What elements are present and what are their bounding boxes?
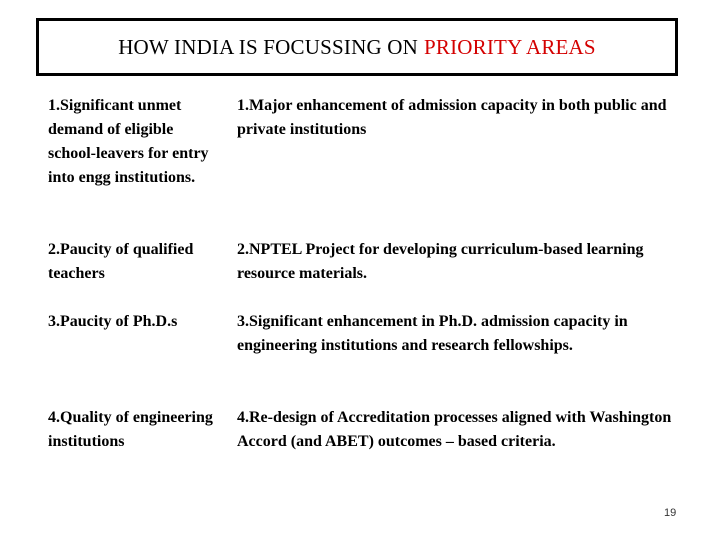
issue-1: 1.Significant unmet demand of eligible school-leavers for entry into engg institutions. <box>48 97 209 186</box>
page-number: 19 <box>664 507 677 519</box>
title-highlight: PRIORITY AREAS <box>424 34 596 59</box>
response-4: 4.Re-design of Accreditation processes aligned with Washington Accord (and ABET) outcomes – based criteria. <box>237 409 672 450</box>
title-text: HOW INDIA IS FOCUSSING ON <box>118 34 418 59</box>
issue-3: 3.Paucity of Ph.D.s <box>48 313 178 330</box>
slide-title <box>36 18 678 76</box>
issue-4: 4.Quality of engineering institutions <box>48 409 213 450</box>
response-2: 2.NPTEL Project for developing curriculum-based learning resource materials. <box>237 241 644 282</box>
response-3: 3.Significant enhancement in Ph.D. admission capacity in engineering institutions and research fellowships. <box>237 313 628 354</box>
response-1: 1.Major enhancement of admission capacity in both public and private institutions <box>237 97 667 138</box>
issue-2: 2.Paucity of qualified teachers <box>48 241 194 282</box>
